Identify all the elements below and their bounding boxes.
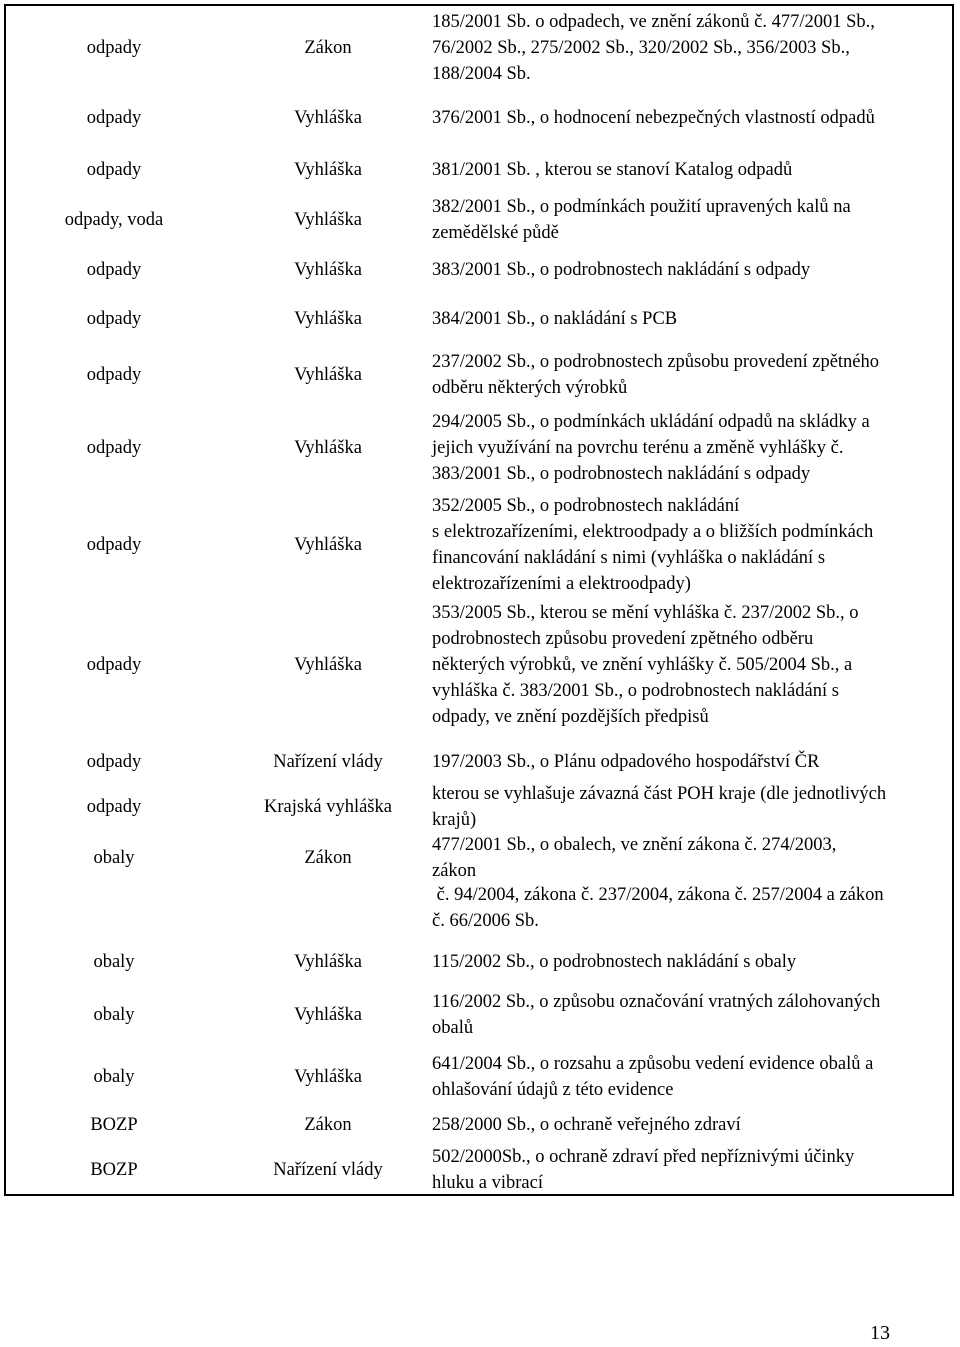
regulation-type-cell: Vyhláška	[294, 364, 362, 385]
regulation-title-line: zemědělské půdě	[432, 223, 559, 243]
regulation-title-line: č. 66/2006 Sb.	[432, 911, 539, 931]
regulation-title-line: 116/2002 Sb., o způsobu označování vratných zálohovaných	[432, 992, 881, 1012]
regulation-title-cell	[432, 152, 954, 188]
regulation-title-line: 258/2000 Sb., o ochraně veřejného zdraví	[432, 1115, 741, 1135]
regulation-type-cell: Vyhláška	[294, 437, 362, 458]
area-cell: odpady	[86, 159, 142, 180]
page-number: 13	[870, 1322, 890, 1344]
table-row	[6, 746, 954, 778]
regulation-title-cell	[432, 834, 954, 882]
regulation-title-line: odpady, ve znění pozdějších předpisů	[432, 707, 709, 727]
regulation-type-cell: Vyhláška	[294, 107, 362, 128]
regulation-type-cell: Zákon	[304, 37, 352, 58]
regulation-title-line: některých výrobků, ve znění vyhlášky č. 505/2004 Sb., a	[432, 655, 853, 675]
regulation-title-cell	[432, 1144, 954, 1196]
regulation-type-cell: Vyhláška	[294, 159, 362, 180]
area-cell: obaly	[93, 847, 135, 868]
regulation-title-line: krajů)	[432, 810, 477, 830]
area-cell: obaly	[93, 1004, 135, 1025]
regulation-title-line: elektrozařízeními a elektroodpady)	[432, 574, 691, 594]
regulation-title-line: 376/2001 Sb., o hodnocení nebezpečných vlastností odpadů	[432, 108, 875, 128]
area-cell: BOZP	[90, 1159, 138, 1180]
regulation-title-line: 237/2002 Sb., o podrobnostech způsobu provedení zpětného	[432, 352, 880, 372]
regulation-title-line: 197/2003 Sb., o Plánu odpadového hospodářství ČR	[432, 752, 820, 772]
regulation-title-line: č. 94/2004, zákona č. 237/2004, zákona č. 257/2004 a zákon	[432, 885, 884, 905]
table-row	[6, 600, 954, 730]
regulation-type-cell: Vyhláška	[294, 951, 362, 972]
area-cell: obaly	[93, 1066, 135, 1087]
regulation-type-cell: Zákon	[304, 847, 352, 868]
regulation-title-line: ohlašování údajů z této evidence	[432, 1080, 674, 1100]
area-cell: obaly	[93, 951, 135, 972]
table-row	[6, 194, 954, 246]
regulation-title-line: 381/2001 Sb. , kterou se stanoví Katalog odpadů	[432, 160, 793, 180]
regulation-title-line: jejich využívání na povrchu terénu a změně vyhlášky č.	[432, 438, 844, 458]
regulation-title-cell	[432, 946, 954, 978]
regulation-type-cell: Nařízení vlády	[273, 1159, 383, 1180]
table-row	[6, 152, 954, 188]
regulation-title-cell	[432, 296, 954, 342]
regulation-type-cell: Vyhláška	[294, 308, 362, 329]
regulation-type-cell: Vyhláška	[294, 654, 362, 675]
regulation-title-cell	[432, 746, 954, 778]
regulation-title-line: 384/2001 Sb., o nakládání s PCB	[432, 309, 678, 329]
regulation-title-line: 477/2001 Sb., o obalech, ve znění zákona č. 274/2003,	[432, 835, 837, 855]
area-cell: BOZP	[90, 1114, 138, 1135]
area-cell: odpady	[86, 107, 142, 128]
table-row	[6, 4, 954, 92]
regulation-type-cell	[222, 888, 434, 928]
area-cell: odpady	[86, 534, 142, 555]
regulation-type-cell: Vyhláška	[294, 1066, 362, 1087]
area-cell: odpady	[86, 437, 142, 458]
regulation-type-cell: Vyhláška	[294, 1004, 362, 1025]
area-cell: odpady	[86, 259, 142, 280]
area-cell: odpady	[86, 37, 142, 58]
regulation-title-cell	[432, 194, 954, 246]
regulation-type-cell: Nařízení vlády	[273, 751, 383, 772]
regulation-title-line: 502/2000Sb., o ochraně zdraví před nepříznivými účinky	[432, 1147, 855, 1167]
regulation-title-cell	[432, 346, 954, 404]
regulation-title-line: hluku a vibrací	[432, 1173, 543, 1193]
area-cell: odpady	[86, 654, 142, 675]
regulation-title-line: podrobnostech způsobu provedení zpětného odběru	[432, 629, 814, 649]
regulation-title-line: 353/2005 Sb., kterou se mění vyhláška č. 237/2002 Sb., o	[432, 603, 859, 623]
regulation-type-cell: Vyhláška	[294, 534, 362, 555]
table-row	[6, 296, 954, 342]
regulation-title-line: odběru některých výrobků	[432, 378, 628, 398]
regulation-title-line: s elektrozařízeními, elektroodpady a o bližších podmínkách	[432, 522, 874, 542]
area-cell: odpady, voda	[64, 209, 164, 230]
table-row	[6, 782, 954, 832]
table-row	[6, 254, 954, 286]
area-cell	[6, 888, 222, 928]
regulation-title-line: 641/2004 Sb., o rozsahu a způsobu vedení evidence obalů a	[432, 1054, 874, 1074]
regulation-title-line: 185/2001 Sb. o odpadech, ve znění zákonů č. 477/2001 Sb.,	[432, 12, 875, 32]
area-cell: odpady	[86, 796, 142, 817]
table-row	[6, 834, 954, 882]
regulation-title-cell	[432, 408, 954, 488]
regulation-title-cell	[432, 986, 954, 1044]
regulation-title-line: 383/2001 Sb., o podrobnostech nakládání s odpady	[432, 260, 811, 280]
regulation-title-line: 76/2002 Sb., 275/2002 Sb., 320/2002 Sb., 356/2003 Sb.,	[432, 38, 850, 58]
regulation-type-cell: Krajská vyhláška	[264, 796, 392, 817]
table-row	[6, 408, 954, 488]
regulation-title-cell	[432, 492, 954, 598]
regulation-title-cell	[432, 1050, 954, 1104]
regulation-title-cell	[432, 600, 954, 730]
regulation-title-line: kterou se vyhlašuje závazná část POH kraje (dle jednotlivých	[432, 784, 887, 804]
regulation-title-line: vyhláška č. 383/2001 Sb., o podrobnostech nakládání s	[432, 681, 839, 701]
regulation-title-line: zákon	[432, 861, 477, 881]
table-row	[6, 346, 954, 404]
regulation-type-cell: Zákon	[304, 1114, 352, 1135]
regulation-title-cell	[432, 4, 954, 92]
table-row	[6, 1144, 954, 1196]
regulation-title-cell	[432, 254, 954, 286]
area-cell: odpady	[86, 364, 142, 385]
regulation-title-line: 188/2004 Sb.	[432, 64, 531, 84]
regulation-title-cell	[432, 102, 954, 134]
regulation-title-line: 294/2005 Sb., o podmínkách ukládání odpadů na skládky a	[432, 412, 870, 432]
regulation-title-line: 115/2002 Sb., o podrobnostech nakládání s obaly	[432, 952, 797, 972]
table-row	[6, 1110, 954, 1140]
table-row	[6, 492, 954, 598]
regulation-title-line: 352/2005 Sb., o podrobnostech nakládání	[432, 496, 740, 516]
table-row	[6, 885, 954, 931]
regulation-type-cell: Vyhláška	[294, 209, 362, 230]
area-cell: odpady	[86, 308, 142, 329]
regulation-title-line: 382/2001 Sb., o podmínkách použití upravených kalů na	[432, 197, 851, 217]
table-row	[6, 946, 954, 978]
table-row	[6, 1050, 954, 1104]
regulation-title-line: financování nakládání s nimi (vyhláška o nakládání s	[432, 548, 826, 568]
area-cell: odpady	[86, 751, 142, 772]
regulation-title-line: 383/2001 Sb., o podrobnostech nakládání s odpady	[432, 464, 811, 484]
regulation-title-cell	[432, 1110, 954, 1140]
regulation-title-line: obalů	[432, 1018, 474, 1038]
regulation-title-cell	[432, 885, 954, 931]
regulation-title-cell	[432, 782, 954, 832]
regulation-type-cell: Vyhláška	[294, 259, 362, 280]
table-row	[6, 102, 954, 134]
table-row	[6, 986, 954, 1044]
